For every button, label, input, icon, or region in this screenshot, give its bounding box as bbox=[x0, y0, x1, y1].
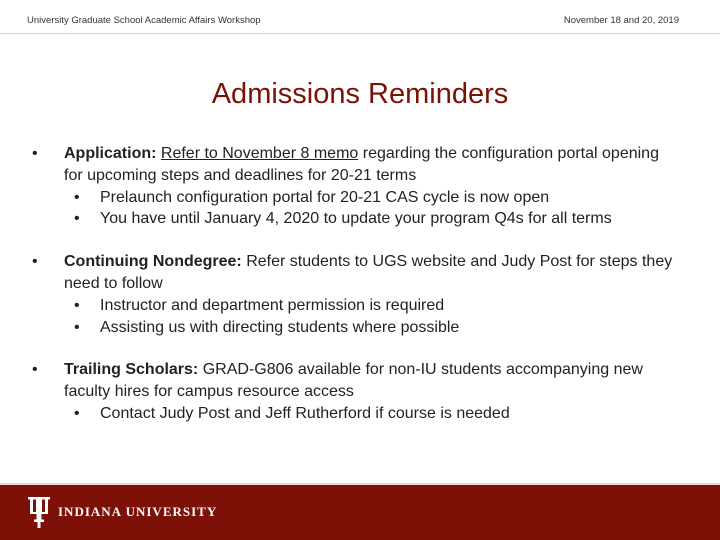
iu-trident-icon bbox=[28, 497, 50, 528]
sub-bullet-marker: • bbox=[74, 188, 80, 206]
slide-title: Admissions Reminders bbox=[211, 78, 509, 110]
bullet-lead: Continuing Nondegree: bbox=[64, 253, 242, 271]
bullet-text: Refer students to UGS website and Judy Post for steps they need to follow bbox=[64, 253, 673, 292]
sub-bullet bbox=[64, 403, 682, 425]
sub-bullet bbox=[64, 208, 682, 230]
sub-bullet-text: Contact Judy Post and Jeff Rutherford if course is needed bbox=[100, 404, 510, 422]
sub-bullet-marker: • bbox=[74, 296, 80, 314]
bullet-lead: Trailing Scholars: bbox=[64, 361, 199, 379]
sub-bullet-marker: • bbox=[74, 210, 80, 228]
sub-bullet-marker: • bbox=[74, 404, 80, 422]
bullet-application bbox=[32, 143, 682, 230]
bullet-text: GRAD-G806 available for non-IU students accompanying new faculty hires for campus resource access bbox=[64, 361, 643, 401]
sub-bullet-text: Instructor and department permission is required bbox=[100, 296, 445, 314]
footer-brand: INDIANA UNIVERSITY bbox=[58, 504, 218, 519]
header-divider bbox=[0, 33, 720, 34]
sub-bullet-marker: • bbox=[74, 318, 80, 336]
sub-bullet-text: You have until January 4, 2020 to update your program Q4s for all terms bbox=[100, 210, 612, 228]
sub-bullet-text: Assisting us with directing students where possible bbox=[100, 318, 460, 336]
bullet-marker: • bbox=[32, 253, 38, 271]
bullet-trailing-scholars bbox=[32, 359, 682, 424]
sub-bullet bbox=[64, 317, 682, 339]
header-left-text: University Graduate School Academic Affairs Workshop bbox=[27, 15, 261, 26]
sub-bullet bbox=[64, 187, 682, 209]
bullet-marker: • bbox=[32, 145, 38, 162]
sub-bullet-text: Prelaunch configuration portal for 20-21 CAS cycle is now open bbox=[100, 188, 550, 206]
footer-bar bbox=[0, 485, 720, 540]
header-date: November 18 and 20, 2019 bbox=[563, 15, 679, 26]
bullet-marker: • bbox=[32, 361, 38, 379]
memo-link[interactable]: Refer to November 8 memo bbox=[160, 145, 359, 162]
bullet-lead: Application: bbox=[64, 145, 157, 162]
bullet-list bbox=[32, 143, 682, 425]
bullet-continuing-nondegree bbox=[32, 251, 682, 338]
sub-bullet bbox=[64, 295, 682, 317]
bullet-text: regarding the configuration portal opening for upcoming steps and deadlines for 20-21 terms bbox=[64, 145, 659, 184]
